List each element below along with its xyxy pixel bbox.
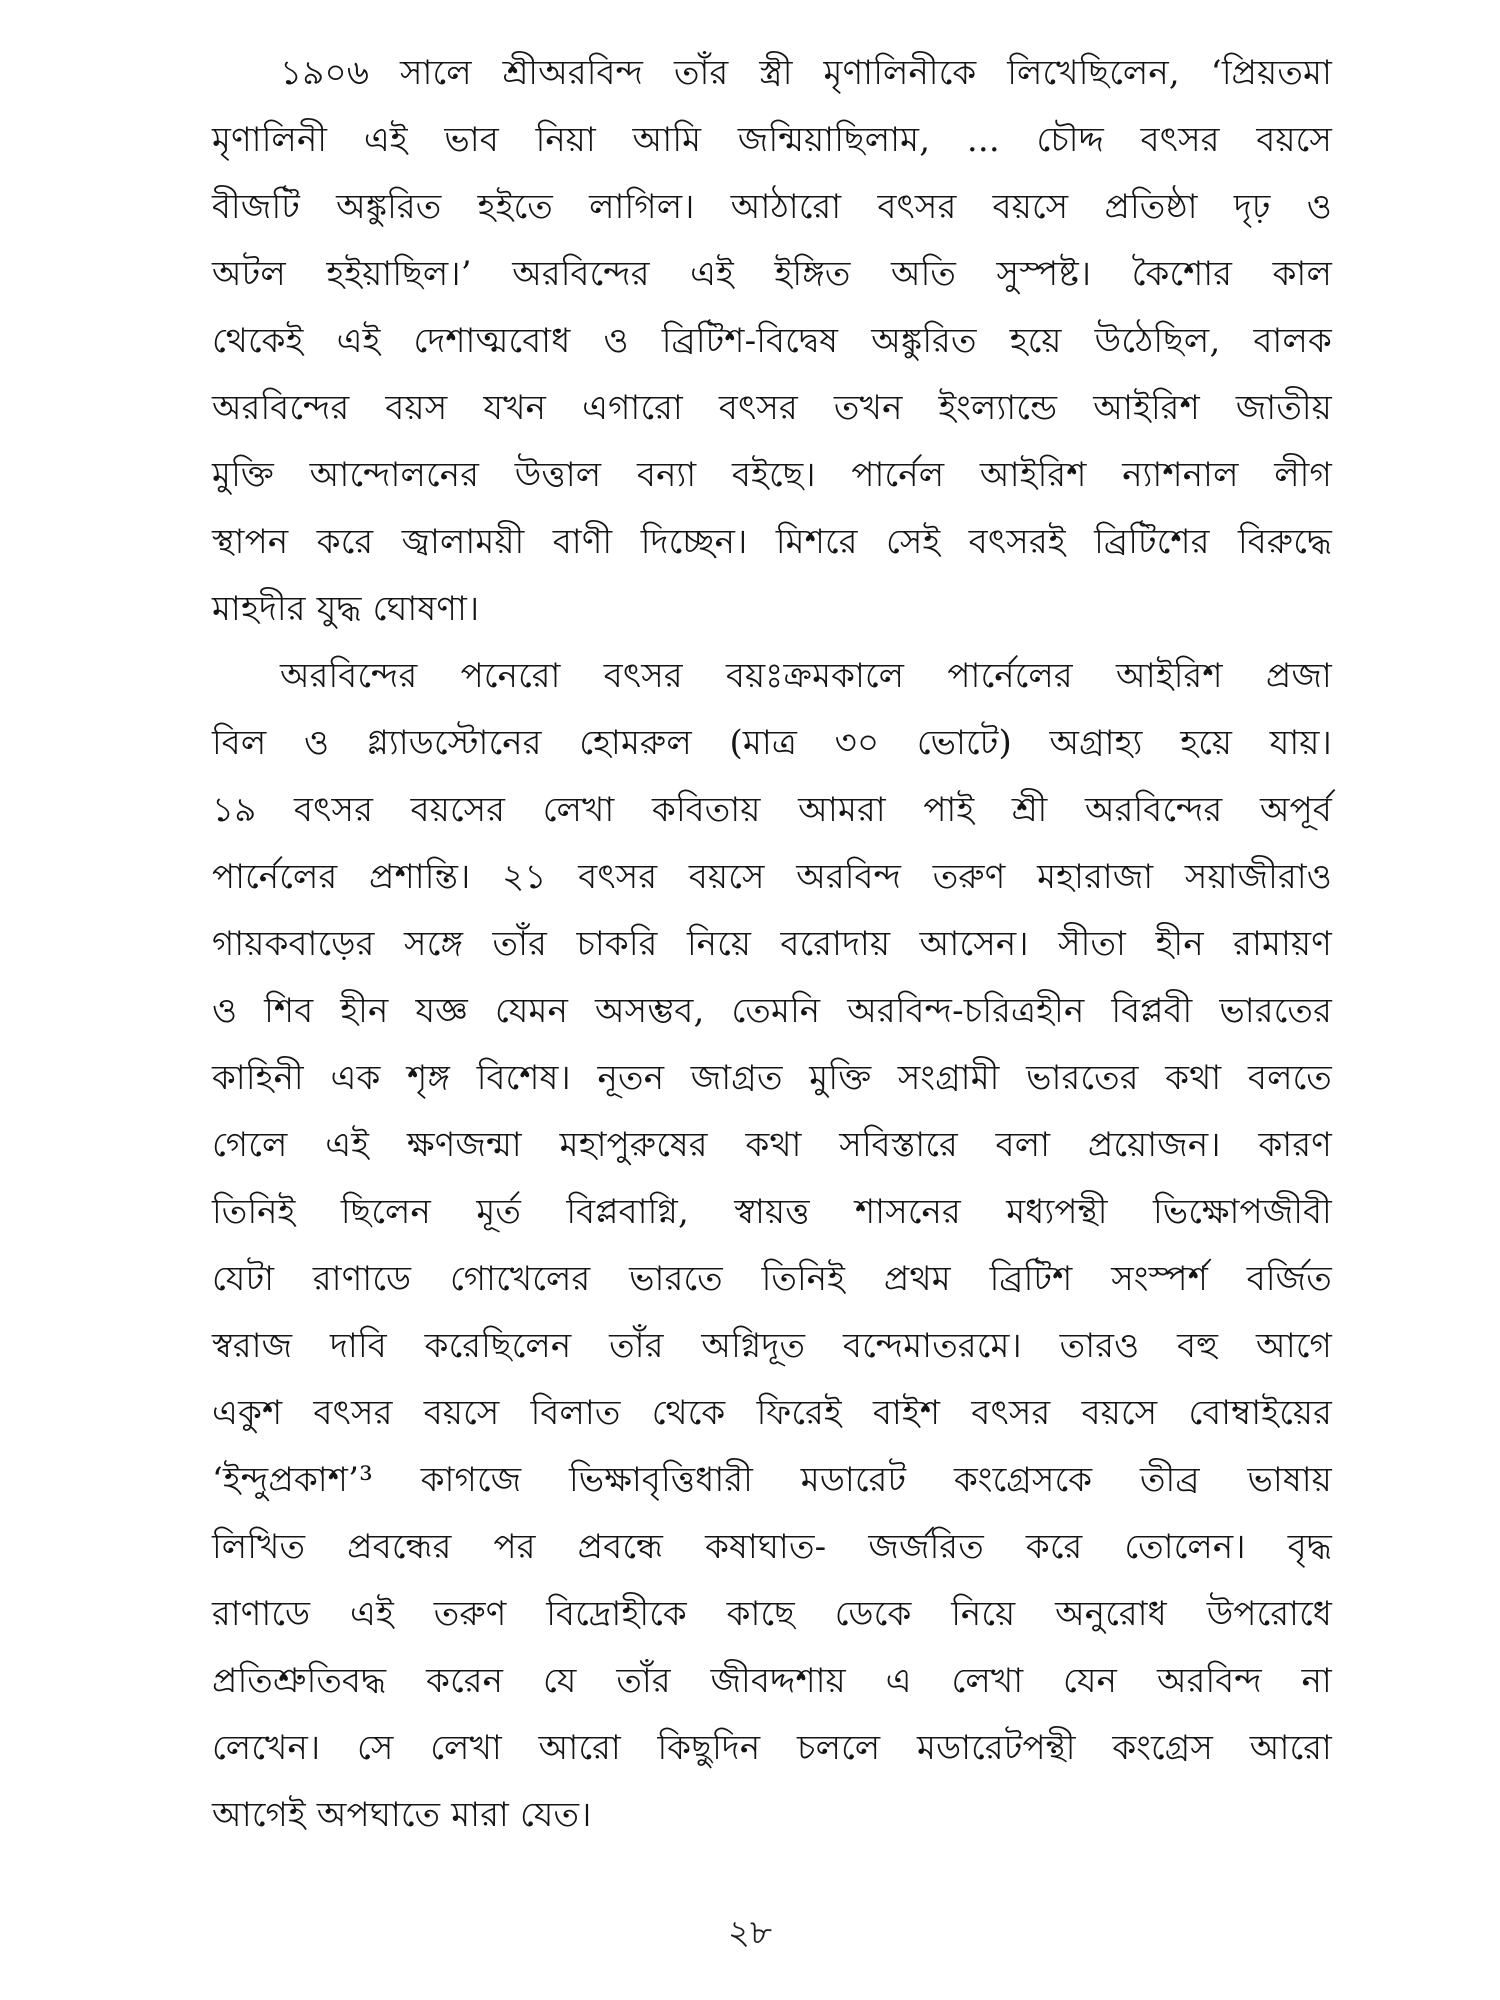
text-line: বিল ও গ্ল্যাডস্টোনের হোমরুল (মাত্র ৩০ ভোটে) অগ্রাহ্য হয়ে যায়। [212, 723, 1332, 763]
text-line: মাহদীর যুদ্ধ ঘোষণা। [212, 589, 480, 629]
text-line: অটল হইয়াছিল।’ অরবিন্দের এই ইঙ্গিত অতি সুস্পষ্ট। কৈশোর কাল [212, 254, 1332, 294]
text-line: বীজটি অঙ্কুরিত হইতে লাগিল। আঠারো বৎসর বয়সে প্রতিষ্ঠা দৃঢ় ও [212, 187, 1332, 227]
text-line: লেখেন। সে লেখা আরো কিছুদিন চললে মডারেটপন্থী কংগ্রেস আরো [212, 1728, 1332, 1768]
text-line: লিখিত প্রবন্ধের পর প্রবন্ধে কষাঘাত- জর্জরিত করে তোলেন। বৃদ্ধ [212, 1527, 1332, 1567]
text-line: স্বরাজ দাবি করেছিলেন তাঁর অগ্নিদূত বন্দেমাতরমে। তারও বহু আগে [212, 1326, 1332, 1366]
page-number: ২৮ [727, 1913, 773, 1953]
text-line: যেটা রাণাডে গোখেলের ভারতে তিনিই প্রথম ব্রিটিশ সংস্পর্শ বর্জিত [212, 1259, 1332, 1299]
text-line: ‘ইন্দুপ্রকাশ’³ কাগজে ভিক্ষাবৃত্তিধারী মডারেট কংগ্রেসকে তীব্র ভাষায় [212, 1460, 1332, 1500]
text-line: রাণাডে এই তরুণ বিদ্রোহীকে কাছে ডেকে নিয়ে অনুরোধ উপরোধে [212, 1594, 1332, 1634]
text-line: থেকেই এই দেশাত্মবোধ ও ব্রিটিশ-বিদ্বেষ অঙ্কুরিত হয়ে উঠেছিল, বালক [212, 321, 1332, 361]
text-line: গেলে এই ক্ষণজন্মা মহাপুরুষের কথা সবিস্তারে বলা প্রয়োজন। কারণ [212, 1125, 1332, 1165]
text-line: ১৯০৬ সালে শ্রীঅরবিন্দ তাঁর স্ত্রী মৃণালিনীকে লিখেছিলেন, ‘প্রিয়তমা [280, 53, 1332, 93]
text-line: ও শিব হীন যজ্ঞ যেমন অসম্ভব, তেমনি অরবিন্দ-চরিত্রহীন বিপ্লবী ভারতের [212, 991, 1332, 1031]
text-line: প্রতিশ্রুতিবদ্ধ করেন যে তাঁর জীবদ্দশায় এ লেখা যেন অরবিন্দ না [212, 1661, 1332, 1701]
text-line: আগেই অপঘাতে মারা যেত। [212, 1795, 592, 1835]
text-line: মৃণালিনী এই ভাব নিয়া আমি জন্মিয়াছিলাম, ... চৌদ্দ বৎসর বয়সে [212, 120, 1332, 160]
text-line: ১৯ বৎসর বয়সের লেখা কবিতায় আমরা পাই শ্রী অরবিন্দের অপূর্ব [212, 790, 1332, 830]
text-line: স্থাপন করে জ্বালাময়ী বাণী দিচ্ছেন। মিশরে সেই বৎসরই ব্রিটিশের বিরুদ্ধে [212, 522, 1332, 562]
text-line: পার্নেলের প্রশান্তি। ২১ বৎসর বয়সে অরবিন্দ তরুণ মহারাজা সয়াজীরাও [212, 857, 1332, 897]
text-line: একুশ বৎসর বয়সে বিলাত থেকে ফিরেই বাইশ বৎসর বয়সে বোম্বাইয়ের [212, 1393, 1332, 1433]
body-text [212, 40, 1332, 1849]
text-line: গায়কবাড়ের সঙ্গে তাঁর চাকরি নিয়ে বরোদায় আসেন। সীতা হীন রামায়ণ [212, 924, 1332, 964]
text-line: কাহিনী এক শৃঙ্গ বিশেষ। নূতন জাগ্রত মুক্তি সংগ্রামী ভারতের কথা বলতে [212, 1058, 1332, 1098]
text-line: অরবিন্দের পনেরো বৎসর বয়ঃক্রমকালে পার্নেলের আইরিশ প্রজা [280, 656, 1332, 696]
text-line: মুক্তি আন্দোলনের উত্তাল বন্যা বইছে। পার্নেল আইরিশ ন্যাশনাল লীগ [212, 455, 1332, 495]
text-line: তিনিই ছিলেন মূর্ত বিপ্লবাগ্নি, স্বায়ত্ত শাসনের মধ্যপন্থী ভিক্ষোপজীবী [212, 1192, 1332, 1232]
text-line: অরবিন্দের বয়স যখন এগারো বৎসর তখন ইংল্যান্ডে আইরিশ জাতীয় [212, 388, 1332, 428]
